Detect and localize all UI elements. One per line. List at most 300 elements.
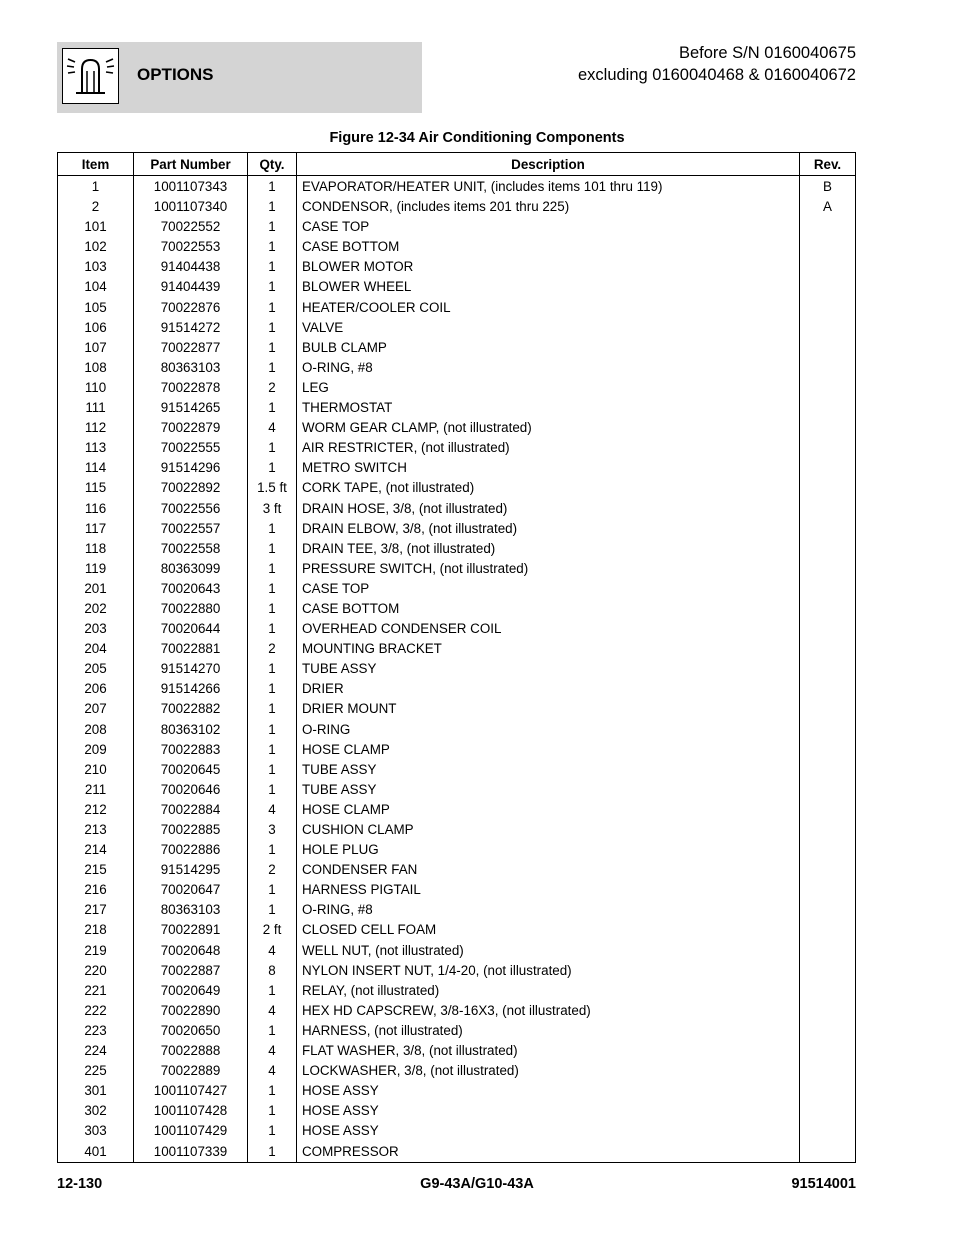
part-number-cell: 70022876 [134,298,248,318]
rev-cell [800,217,856,237]
qty-cell: 1 [248,237,297,257]
qty-cell: 1 [248,398,297,418]
description-cell: HEATER/COOLER COIL [297,298,800,318]
item-cell: 217 [58,900,134,920]
item-cell: 209 [58,740,134,760]
part-number-cell: 91514272 [134,318,248,338]
qty-cell: 4 [248,941,297,961]
item-cell: 105 [58,298,134,318]
parts-table-body [58,176,856,1163]
item-cell: 222 [58,1001,134,1021]
table-row [58,579,856,599]
item-cell: 114 [58,458,134,478]
qty-cell: 8 [248,961,297,981]
item-cell: 104 [58,277,134,297]
description-cell: DRAIN TEE, 3/8, (not illustrated) [297,539,800,559]
part-number-cell: 1001107429 [134,1121,248,1141]
rev-cell [800,679,856,699]
item-cell: 115 [58,478,134,498]
description-cell: CASE TOP [297,579,800,599]
figure-title: Figure 12-34 Air Conditioning Components [329,130,625,146]
part-number-cell: 70022552 [134,217,248,237]
rev-cell [800,1081,856,1101]
table-row [58,1041,856,1061]
table-row [58,418,856,438]
part-number-cell: 70022883 [134,740,248,760]
description-cell: CASE BOTTOM [297,237,800,257]
table-row [58,257,856,277]
rev-cell [800,981,856,1001]
part-number-cell: 70022879 [134,418,248,438]
rev-cell [800,338,856,358]
qty-cell: 1 [248,539,297,559]
rev-cell [800,599,856,619]
qty-cell: 1 [248,900,297,920]
rev-cell [800,539,856,559]
rev-cell [800,900,856,920]
part-number-cell: 91514296 [134,458,248,478]
part-number-cell: 70022558 [134,539,248,559]
table-row [58,920,856,940]
table-row [58,941,856,961]
table-row [58,478,856,498]
qty-cell: 3 ft [248,499,297,519]
rev-cell: B [800,176,856,198]
table-row [58,237,856,257]
table-row [58,559,856,579]
item-cell: 116 [58,499,134,519]
table-row [58,197,856,217]
item-cell: 106 [58,318,134,338]
table-row [58,458,856,478]
table-row [58,760,856,780]
part-number-cell: 70022892 [134,478,248,498]
item-cell: 213 [58,820,134,840]
item-cell: 201 [58,579,134,599]
part-number-cell: 80363102 [134,720,248,740]
item-cell: 221 [58,981,134,1001]
table-row [58,318,856,338]
table-row [58,800,856,820]
rev-cell [800,1121,856,1141]
part-number-cell: 70022556 [134,499,248,519]
item-cell: 112 [58,418,134,438]
qty-cell: 1 [248,619,297,639]
qty-cell: 1 [248,257,297,277]
description-cell: WORM GEAR CLAMP, (not illustrated) [297,418,800,438]
part-number-cell: 70022877 [134,338,248,358]
rev-cell [800,318,856,338]
item-cell: 202 [58,599,134,619]
item-cell: 208 [58,720,134,740]
description-cell: RELAY, (not illustrated) [297,981,800,1001]
rev-cell [800,800,856,820]
qty-cell: 1 [248,659,297,679]
part-number-cell: 1001107428 [134,1101,248,1121]
description-cell: O-RING, #8 [297,358,800,378]
qty-cell: 2 [248,860,297,880]
description-cell: CONDENSOR, (includes items 201 thru 225) [297,197,800,217]
table-row [58,1021,856,1041]
item-cell: 301 [58,1081,134,1101]
table-row [58,820,856,840]
item-cell: 204 [58,639,134,659]
qty-cell: 1 [248,679,297,699]
description-cell: CLOSED CELL FOAM [297,920,800,940]
rev-cell [800,1061,856,1081]
table-row [58,1081,856,1101]
item-cell: 118 [58,539,134,559]
item-cell: 224 [58,1041,134,1061]
description-cell: WELL NUT, (not illustrated) [297,941,800,961]
description-cell: AIR RESTRICTER, (not illustrated) [297,438,800,458]
rev-cell [800,760,856,780]
item-cell: 302 [58,1101,134,1121]
qty-cell: 1 [248,519,297,539]
table-row [58,398,856,418]
rev-cell [800,1142,856,1163]
item-cell: 216 [58,880,134,900]
qty-cell: 1 [248,699,297,719]
part-number-cell: 70020646 [134,780,248,800]
rev-cell [800,820,856,840]
item-cell: 206 [58,679,134,699]
description-cell: DRIER MOUNT [297,699,800,719]
table-row [58,699,856,719]
rev-cell [800,418,856,438]
qty-cell: 1 [248,579,297,599]
item-cell: 107 [58,338,134,358]
part-number-cell: 70022887 [134,961,248,981]
rev-cell [800,840,856,860]
description-cell: O-RING [297,720,800,740]
description-cell: HOSE CLAMP [297,800,800,820]
qty-cell: 1 [248,559,297,579]
item-cell: 211 [58,780,134,800]
description-cell: PRESSURE SWITCH, (not illustrated) [297,559,800,579]
part-number-cell: 91514270 [134,659,248,679]
rev-cell [800,961,856,981]
qty-cell: 1 [248,358,297,378]
qty-cell: 1 [248,438,297,458]
table-row [58,378,856,398]
description-cell: CORK TAPE, (not illustrated) [297,478,800,498]
item-cell: 1 [58,176,134,198]
part-number-cell: 70020650 [134,1021,248,1041]
description-cell: HARNESS PIGTAIL [297,880,800,900]
description-cell: HEX HD CAPSCREW, 3/8-16X3, (not illustrated) [297,1001,800,1021]
table-row [58,619,856,639]
item-cell: 119 [58,559,134,579]
table-row [58,1142,856,1163]
part-number-cell: 91404439 [134,277,248,297]
part-number-cell: 70022878 [134,378,248,398]
qty-cell: 1 [248,599,297,619]
part-number-cell: 70020645 [134,760,248,780]
column-header-rev: Rev. [800,153,856,176]
rev-cell [800,920,856,940]
item-cell: 111 [58,398,134,418]
item-cell: 214 [58,840,134,860]
column-header-part-number: Part Number [134,153,248,176]
item-cell: 108 [58,358,134,378]
part-number-cell: 70020648 [134,941,248,961]
description-cell: BLOWER MOTOR [297,257,800,277]
column-header-qty: Qty. [248,153,297,176]
description-cell: O-RING, #8 [297,900,800,920]
part-number-cell: 1001107340 [134,197,248,217]
rev-cell [800,780,856,800]
description-cell: COMPRESSOR [297,1142,800,1163]
part-number-cell: 70022890 [134,1001,248,1021]
item-cell: 2 [58,197,134,217]
qty-cell: 1 [248,197,297,217]
rev-cell [800,1041,856,1061]
rev-cell [800,298,856,318]
description-cell: CONDENSER FAN [297,860,800,880]
qty-cell: 1 [248,760,297,780]
item-cell: 207 [58,699,134,719]
part-number-cell: 70020649 [134,981,248,1001]
qty-cell: 1 [248,1081,297,1101]
description-cell: DRIER [297,679,800,699]
item-cell: 303 [58,1121,134,1141]
qty-cell: 1.5 ft [248,478,297,498]
rev-cell [800,659,856,679]
table-row [58,499,856,519]
rev-cell [800,1001,856,1021]
table-row [58,740,856,760]
item-cell: 102 [58,237,134,257]
description-cell: LOCKWASHER, 3/8, (not illustrated) [297,1061,800,1081]
rev-cell [800,398,856,418]
part-number-cell: 1001107339 [134,1142,248,1163]
qty-cell: 4 [248,800,297,820]
table-row [58,961,856,981]
item-cell: 220 [58,961,134,981]
rev-cell [800,720,856,740]
qty-cell: 1 [248,720,297,740]
rev-cell [800,559,856,579]
table-row [58,438,856,458]
description-cell: OVERHEAD CONDENSER COIL [297,619,800,639]
rev-cell [800,579,856,599]
footer-model: G9-43A/G10-43A [420,1176,534,1192]
table-row [58,860,856,880]
table-row [58,217,856,237]
qty-cell: 1 [248,217,297,237]
rev-cell [800,1021,856,1041]
qty-cell: 1 [248,780,297,800]
part-number-cell: 70022891 [134,920,248,940]
description-cell: HOSE ASSY [297,1101,800,1121]
item-cell: 210 [58,760,134,780]
table-row [58,176,856,198]
rev-cell: A [800,197,856,217]
part-number-cell: 91514295 [134,860,248,880]
qty-cell: 4 [248,1061,297,1081]
rev-cell [800,519,856,539]
part-number-cell: 70022881 [134,639,248,659]
rev-cell [800,277,856,297]
table-row [58,358,856,378]
qty-cell: 1 [248,1101,297,1121]
table-row [58,679,856,699]
item-cell: 215 [58,860,134,880]
qty-cell: 4 [248,1041,297,1061]
rev-cell [800,639,856,659]
rev-cell [800,619,856,639]
part-number-cell: 80363099 [134,559,248,579]
qty-cell: 2 ft [248,920,297,940]
description-cell: CASE BOTTOM [297,599,800,619]
description-cell: EVAPORATOR/HEATER UNIT, (includes items 101 thru 119) [297,176,800,198]
qty-cell: 3 [248,820,297,840]
rev-cell [800,378,856,398]
part-number-cell: 1001107427 [134,1081,248,1101]
description-cell: TUBE ASSY [297,659,800,679]
table-row [58,519,856,539]
description-cell: LEG [297,378,800,398]
rev-cell [800,257,856,277]
description-cell: CASE TOP [297,217,800,237]
table-row [58,981,856,1001]
column-header-description: Description [297,153,800,176]
rev-cell [800,941,856,961]
qty-cell: 2 [248,639,297,659]
rev-cell [800,478,856,498]
table-row [58,599,856,619]
part-number-cell: 70020643 [134,579,248,599]
description-cell: HOLE PLUG [297,840,800,860]
rev-cell [800,860,856,880]
part-number-cell: 70020644 [134,619,248,639]
part-number-cell: 70022553 [134,237,248,257]
column-header-item: Item [58,153,134,176]
item-cell: 218 [58,920,134,940]
description-cell: BLOWER WHEEL [297,277,800,297]
table-row [58,1101,856,1121]
table-row [58,1061,856,1081]
table-header-row [58,153,856,176]
qty-cell: 1 [248,338,297,358]
part-number-cell: 70022882 [134,699,248,719]
serial-line-1: Before S/N 0160040675 [678,44,856,62]
description-cell: HOSE ASSY [297,1081,800,1101]
qty-cell: 1 [248,740,297,760]
item-cell: 225 [58,1061,134,1081]
rev-cell [800,880,856,900]
description-cell: DRAIN HOSE, 3/8, (not illustrated) [297,499,800,519]
description-cell: BULB CLAMP [297,338,800,358]
rev-cell [800,237,856,257]
description-cell: METRO SWITCH [297,458,800,478]
table-row [58,720,856,740]
qty-cell: 2 [248,378,297,398]
description-cell: HOSE ASSY [297,1121,800,1141]
table-row [58,539,856,559]
part-number-cell: 70022884 [134,800,248,820]
description-cell: NYLON INSERT NUT, 1/4-20, (not illustrated) [297,961,800,981]
table-row [58,1121,856,1141]
item-cell: 205 [58,659,134,679]
description-cell: FLAT WASHER, 3/8, (not illustrated) [297,1041,800,1061]
item-cell: 110 [58,378,134,398]
table-row [58,639,856,659]
qty-cell: 1 [248,840,297,860]
qty-cell: 1 [248,880,297,900]
rev-cell [800,699,856,719]
part-number-cell: 91514266 [134,679,248,699]
part-number-cell: 70022557 [134,519,248,539]
rev-cell [800,740,856,760]
part-number-cell: 70022889 [134,1061,248,1081]
item-cell: 223 [58,1021,134,1041]
footer-manual-number: 91514001 [791,1176,856,1192]
table-row [58,840,856,860]
serial-line-2: excluding 0160040468 & 0160040672 [577,66,856,84]
rev-cell [800,438,856,458]
footer-page-number: 12-130 [57,1176,103,1192]
part-number-cell: 91404438 [134,257,248,277]
description-cell: MOUNTING BRACKET [297,639,800,659]
part-number-cell: 70022886 [134,840,248,860]
table-row [58,880,856,900]
qty-cell: 1 [248,176,297,198]
item-cell: 219 [58,941,134,961]
item-cell: 401 [58,1142,134,1163]
table-row [58,900,856,920]
table-row [58,659,856,679]
rev-cell [800,358,856,378]
description-cell: THERMOSTAT [297,398,800,418]
table-row [58,780,856,800]
description-cell: TUBE ASSY [297,760,800,780]
description-cell: TUBE ASSY [297,780,800,800]
rev-cell [800,458,856,478]
qty-cell: 1 [248,1121,297,1141]
table-row [58,277,856,297]
qty-cell: 1 [248,1142,297,1163]
part-number-cell: 70022880 [134,599,248,619]
qty-cell: 1 [248,277,297,297]
section-title: OPTIONS [137,65,214,84]
part-number-cell: 91514265 [134,398,248,418]
qty-cell: 1 [248,458,297,478]
rev-cell [800,499,856,519]
qty-cell: 4 [248,1001,297,1021]
item-cell: 101 [58,217,134,237]
description-cell: HOSE CLAMP [297,740,800,760]
item-cell: 113 [58,438,134,458]
qty-cell: 1 [248,1021,297,1041]
part-number-cell: 1001107343 [134,176,248,198]
table-row [58,1001,856,1021]
part-number-cell: 80363103 [134,900,248,920]
qty-cell: 4 [248,418,297,438]
description-cell: DRAIN ELBOW, 3/8, (not illustrated) [297,519,800,539]
part-number-cell: 70022555 [134,438,248,458]
description-cell: HARNESS, (not illustrated) [297,1021,800,1041]
item-cell: 117 [58,519,134,539]
description-cell: VALVE [297,318,800,338]
part-number-cell: 80363103 [134,358,248,378]
parts-table [57,152,856,1163]
serial-range [578,42,856,86]
description-cell: CUSHION CLAMP [297,820,800,840]
rev-cell [800,1101,856,1121]
table-row [58,298,856,318]
